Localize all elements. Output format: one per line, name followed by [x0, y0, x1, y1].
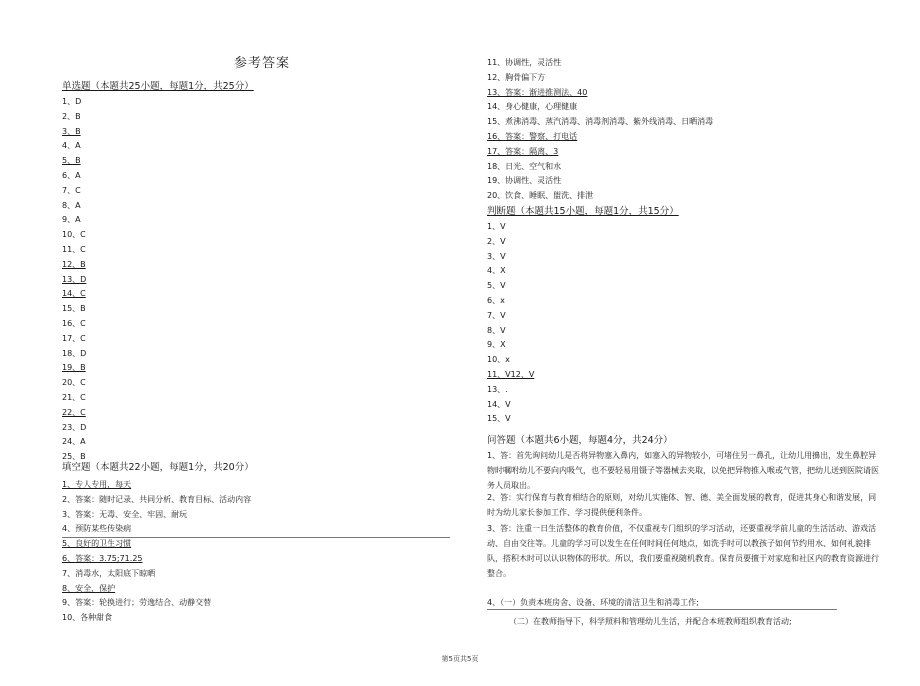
- answer-item: 20、饮食、睡眠、盥洗、排泄: [487, 191, 594, 201]
- answer-item: 3、B: [62, 126, 81, 136]
- answer-item: 3、答案：无毒、安全、牢固、耐玩: [62, 509, 188, 519]
- answer-item: 16、答案：警察、打电话: [487, 132, 578, 141]
- qa-answer-4-part-2: （二）在教师指导下，科学照料和管理幼儿生活，并配合本班教师组织教育活动;: [509, 617, 792, 626]
- answer-item: 8、V: [487, 325, 506, 335]
- answer-item: 10、各种甜食: [62, 613, 113, 623]
- answer-item: 4、预防某些传染病: [62, 524, 132, 534]
- qa-answer-3: 3、答：注重一日生活整体的教育价值，不仅重视专门组织的学习活动，还要重视学前儿童的生活活动、游戏活动、自由交往等。儿童的学习可以发生在任何时间任何地点，如洗手时可以教孩子如何节约用水、如何礼貌排队，搭积木时可以认识物体的形状。所以，我们要重视随机教育。保育员要擅于对家庭和社区内的教育资源进行整合。: [487, 524, 879, 578]
- answer-item: 5、B: [62, 156, 81, 166]
- answer-item: 6、答案：3.75;71.25: [62, 554, 143, 563]
- answer-item: 23、D: [62, 422, 87, 432]
- answer-item: 17、答案：隔离、3: [487, 146, 559, 156]
- answer-item: 8、A: [62, 200, 81, 210]
- answer-rule: [487, 609, 837, 610]
- answer-item: 11、C: [62, 245, 86, 254]
- answer-item: 6、x: [487, 296, 505, 305]
- answer-item: 16、C: [62, 319, 86, 328]
- qa-header: 问答题（本题共6小题，每题4分，共24分）: [487, 435, 673, 446]
- page-title: 参考答案: [234, 56, 291, 71]
- answer-item: 7、消毒水，太阳底下晾晒: [62, 568, 156, 578]
- answer-item: 18、日光、空气和水: [487, 161, 562, 171]
- answer-item: 15、煮沸消毒、蒸汽消毒、消毒剂消毒、紫外线消毒、日晒消毒: [487, 117, 714, 127]
- answer-item: 8、安全，保护: [62, 583, 116, 593]
- answer-item: 9、X: [487, 340, 506, 350]
- answer-item: 13、答案：渐进推测法、40: [487, 87, 588, 97]
- answer-item: 1、V: [487, 222, 506, 231]
- answer-item: 14、V: [487, 399, 511, 409]
- answer-item: 2、V: [487, 236, 506, 246]
- answer-item: 17、C: [62, 333, 86, 343]
- judgment-header: 判断题（本题共15小题，每题1分，共15分）: [487, 206, 679, 217]
- answer-item: 22、C: [62, 407, 86, 417]
- answer-item: 15、V: [487, 414, 511, 424]
- answer-item: 1、D: [62, 97, 82, 106]
- answer-item: 13、D: [62, 274, 87, 284]
- answer-item: 12、胸骨偏下方: [487, 72, 546, 82]
- answer-item: 1、专人专用，每天: [62, 480, 132, 489]
- answer-item: 9、A: [62, 215, 81, 225]
- answer-item: 5、良好的卫生习惯: [62, 539, 132, 549]
- answer-item: 15、B: [62, 304, 86, 314]
- answer-item: 9、答案：轮换进行；劳逸结合、动静交替: [62, 598, 212, 608]
- answer-item: 19、协调性、灵活性: [487, 176, 562, 186]
- answer-item: 6、A: [62, 171, 81, 180]
- answer-item: 10、x: [487, 355, 510, 365]
- answer-item: 4、X: [487, 266, 506, 276]
- answer-item: 20、C: [62, 378, 86, 388]
- answer-item: 5、V: [487, 281, 506, 291]
- divider-line: [62, 537, 450, 538]
- answer-item: 25、B: [62, 452, 86, 462]
- qa-answer-2: 2、答：实行保育与教育相结合的原则，对幼儿实施体、智、德、美全面发展的教育，促进其身心和谐发展，同时为幼儿家长参加工作、学习提供便利条件。: [487, 493, 877, 517]
- page-footer: 第5页共5页: [441, 655, 479, 663]
- answer-item: 3、V: [487, 251, 506, 261]
- qa-answer-4: 4、（一）负责本班房舍、设备、环境的清洁卫生和消毒工作;: [487, 598, 699, 607]
- single-choice-header: 单选题（本题共25小题，每题1分，共25分）: [62, 81, 254, 92]
- answer-item: 14、身心健康，心理健康: [487, 102, 578, 112]
- answer-item: 12、B: [62, 259, 86, 269]
- answer-item: 11、协调性，灵活性: [487, 58, 562, 67]
- answer-item: 10、C: [62, 230, 86, 240]
- answer-item: 7、V: [487, 310, 506, 320]
- answer-item: 2、B: [62, 111, 81, 121]
- qa-answer-1: 1、答：首先询问幼儿是否将异物塞入鼻内，如塞入的异物较小，可堵住另一鼻孔，让幼儿用擤出，发生鼻腔异物时嘱咐幼儿不要向内吸气，也不要轻易用镊子等器械去夹取，以免把异物推入喉或气管，把幼儿送到医院请医务人员取出。: [487, 451, 879, 490]
- answer-item: 4、A: [62, 141, 81, 151]
- answer-item: 2、答案：随时记录、共同分析、教育目标、活动内容: [62, 494, 252, 504]
- answer-item: 7、C: [62, 185, 81, 195]
- answer-item: 21、C: [62, 393, 86, 402]
- answer-item: 13、.: [487, 384, 508, 394]
- answer-item: 14、C: [62, 289, 86, 299]
- answer-item: 19、B: [62, 363, 86, 373]
- answer-item: 18、D: [62, 348, 87, 358]
- answer-item: 24、A: [62, 437, 86, 447]
- answer-item: 11、V12、V: [487, 370, 535, 379]
- fill-blank-header: 填空题（本题共22小题，每题1分，共20分）: [62, 462, 254, 473]
